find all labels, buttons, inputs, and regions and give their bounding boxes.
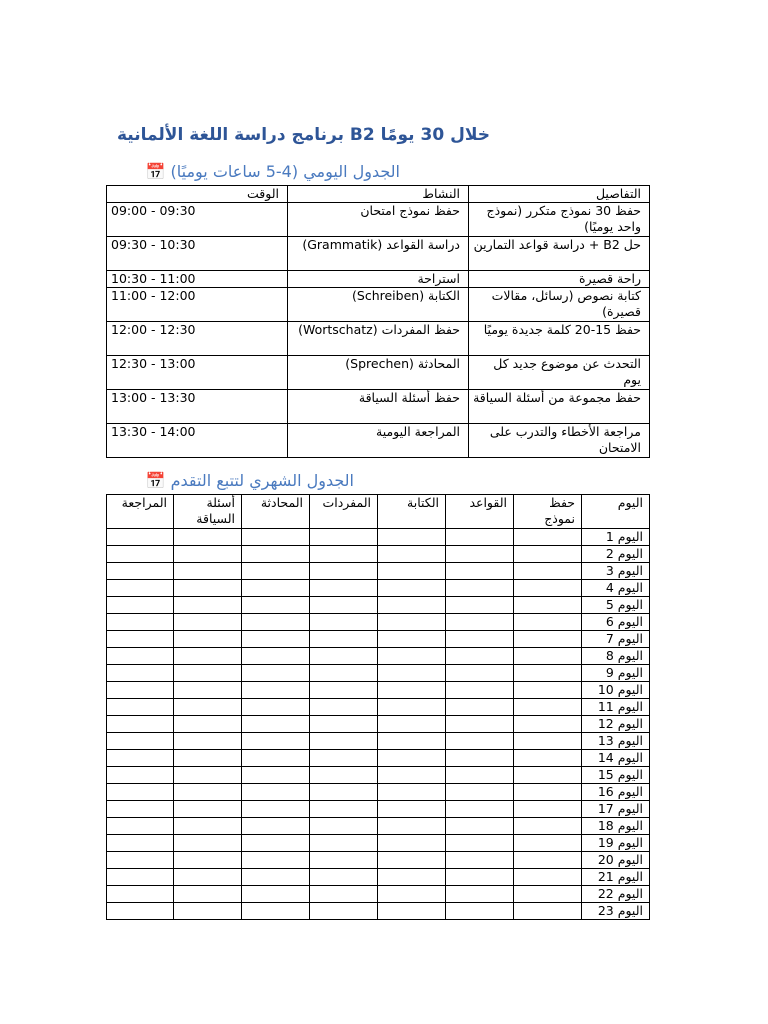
monthly-progress-cell[interactable] [107,563,174,580]
monthly-progress-cell[interactable] [514,546,582,563]
monthly-progress-cell[interactable] [174,648,242,665]
monthly-progress-cell[interactable] [378,546,446,563]
monthly-header-cell: أسئلة السياقة [174,495,242,529]
daily-cell-activity: حفظ أسئلة السياقة [288,390,469,424]
monthly-progress-cell[interactable] [107,869,174,886]
monthly-progress-cell[interactable] [378,818,446,835]
monthly-progress-cell[interactable] [310,546,378,563]
monthly-progress-cell[interactable] [514,869,582,886]
monthly-progress-cell[interactable] [310,784,378,801]
monthly-progress-cell[interactable] [107,903,174,920]
daily-table-row [107,288,650,322]
monthly-progress-cell[interactable] [446,818,514,835]
monthly-progress-cell[interactable] [310,801,378,818]
daily-cell-time: 11:00 - 12:00 [107,288,288,322]
monthly-progress-cell[interactable] [310,767,378,784]
monthly-progress-cell[interactable] [514,682,582,699]
monthly-progress-cell[interactable] [446,750,514,767]
monthly-progress-cell[interactable] [514,614,582,631]
monthly-progress-cell[interactable] [174,835,242,852]
monthly-progress-cell[interactable] [514,784,582,801]
monthly-progress-cell[interactable] [174,529,242,546]
monthly-progress-cell[interactable] [514,699,582,716]
monthly-day-label: اليوم 18 [582,818,650,835]
monthly-progress-cell[interactable] [378,750,446,767]
monthly-progress-cell[interactable] [107,886,174,903]
monthly-progress-cell[interactable] [446,886,514,903]
daily-table-row [107,237,650,271]
monthly-day-label: اليوم 10 [582,682,650,699]
daily-header-time: الوقت [107,186,288,203]
monthly-table-row [107,801,650,818]
monthly-progress-cell[interactable] [514,886,582,903]
monthly-progress-cell[interactable] [174,716,242,733]
daily-table-row [107,203,650,237]
monthly-table-row [107,631,650,648]
monthly-progress-cell[interactable] [107,580,174,597]
monthly-progress-cell[interactable] [242,801,310,818]
monthly-progress-cell[interactable] [310,665,378,682]
monthly-progress-cell[interactable] [446,682,514,699]
monthly-day-label: اليوم 1 [582,529,650,546]
monthly-progress-cell[interactable] [174,886,242,903]
monthly-day-label: اليوم 2 [582,546,650,563]
monthly-table-row [107,597,650,614]
monthly-progress-cell[interactable] [174,903,242,920]
monthly-progress-cell[interactable] [514,665,582,682]
monthly-progress-cell[interactable] [107,682,174,699]
daily-schedule-heading: الجدول اليومي (4-5 ساعات يوميًا) 📅 [145,162,400,181]
monthly-day-label: اليوم 7 [582,631,650,648]
monthly-progress-cell[interactable] [378,852,446,869]
monthly-tracker-heading: الجدول الشهري لتتبع التقدم 📅 [145,471,354,490]
daily-cell-activity: حفظ نموذج امتحان [288,203,469,237]
monthly-progress-cell[interactable] [242,631,310,648]
monthly-progress-cell[interactable] [107,699,174,716]
monthly-day-label: اليوم 9 [582,665,650,682]
monthly-progress-cell[interactable] [242,682,310,699]
monthly-progress-cell[interactable] [242,869,310,886]
monthly-progress-cell[interactable] [310,563,378,580]
monthly-progress-cell[interactable] [107,614,174,631]
monthly-table-row [107,767,650,784]
monthly-progress-cell[interactable] [174,801,242,818]
monthly-progress-cell[interactable] [446,699,514,716]
daily-cell-details: كتابة نصوص (رسائل، مقالات قصيرة) [469,288,650,322]
monthly-progress-cell[interactable] [107,733,174,750]
monthly-progress-cell[interactable] [174,852,242,869]
monthly-progress-cell[interactable] [514,529,582,546]
monthly-progress-cell[interactable] [514,852,582,869]
monthly-header-cell: الكتابة [378,495,446,529]
monthly-progress-cell[interactable] [242,614,310,631]
daily-cell-details: حل B2 + دراسة قواعد التمارين [469,237,650,271]
monthly-progress-cell[interactable] [310,631,378,648]
monthly-progress-cell[interactable] [310,733,378,750]
monthly-table-row [107,614,650,631]
monthly-day-label: اليوم 22 [582,886,650,903]
monthly-progress-cell[interactable] [514,750,582,767]
daily-header-activity: النشاط [288,186,469,203]
monthly-progress-cell[interactable] [107,784,174,801]
monthly-progress-cell[interactable] [107,597,174,614]
monthly-progress-cell[interactable] [378,733,446,750]
monthly-table-row [107,903,650,920]
monthly-progress-cell[interactable] [378,580,446,597]
daily-cell-time: 12:00 - 12:30 [107,322,288,356]
monthly-progress-cell[interactable] [107,750,174,767]
monthly-progress-cell[interactable] [242,546,310,563]
monthly-progress-cell[interactable] [378,614,446,631]
monthly-progress-cell[interactable] [514,716,582,733]
daily-cell-time: 09:00 - 09:30 [107,203,288,237]
monthly-progress-cell[interactable] [446,665,514,682]
monthly-progress-cell[interactable] [242,699,310,716]
monthly-day-label: اليوم 21 [582,869,650,886]
monthly-progress-cell[interactable] [446,563,514,580]
monthly-progress-cell[interactable] [446,869,514,886]
monthly-table-row [107,886,650,903]
daily-cell-details: حفظ 30 نموذج متكرر (نموذج واحد يوميًا) [469,203,650,237]
daily-cell-activity: استراحة [288,271,469,288]
document-title: خلال 30 يومًا B2 برنامج دراسة اللغة الألمانية [117,125,490,145]
monthly-day-label: اليوم 16 [582,784,650,801]
daily-table-row [107,271,650,288]
monthly-progress-cell[interactable] [107,818,174,835]
monthly-progress-cell[interactable] [378,563,446,580]
monthly-progress-cell[interactable] [378,597,446,614]
monthly-progress-cell[interactable] [242,733,310,750]
monthly-progress-cell[interactable] [174,665,242,682]
daily-cell-activity: المحادثة (Sprechen) [288,356,469,390]
monthly-progress-cell[interactable] [242,665,310,682]
daily-cell-activity: حفظ المفردات (Wortschatz) [288,322,469,356]
monthly-progress-cell[interactable] [310,699,378,716]
monthly-progress-cell[interactable] [514,580,582,597]
monthly-table-row [107,818,650,835]
monthly-progress-cell[interactable] [174,631,242,648]
monthly-progress-cell[interactable] [174,699,242,716]
monthly-progress-cell[interactable] [310,886,378,903]
monthly-progress-cell[interactable] [242,835,310,852]
monthly-day-label: اليوم 15 [582,767,650,784]
monthly-progress-cell[interactable] [174,818,242,835]
monthly-header-cell: المراجعة [107,495,174,529]
monthly-progress-cell[interactable] [174,546,242,563]
daily-cell-details: حفظ مجموعة من أسئلة السياقة [469,390,650,424]
monthly-progress-cell[interactable] [514,801,582,818]
monthly-progress-cell[interactable] [514,631,582,648]
monthly-progress-cell[interactable] [446,648,514,665]
monthly-progress-cell[interactable] [446,546,514,563]
monthly-progress-cell[interactable] [242,563,310,580]
monthly-progress-cell[interactable] [107,546,174,563]
monthly-progress-cell[interactable] [242,852,310,869]
monthly-progress-cell[interactable] [378,665,446,682]
monthly-progress-cell[interactable] [514,597,582,614]
monthly-table-row [107,733,650,750]
monthly-progress-cell[interactable] [378,767,446,784]
daily-cell-details: مراجعة الأخطاء والتدرب على الامتحان [469,424,650,458]
monthly-table-row [107,529,650,546]
daily-header-details: التفاصيل [469,186,650,203]
monthly-progress-cell[interactable] [378,835,446,852]
monthly-table-row [107,648,650,665]
monthly-day-label: اليوم 23 [582,903,650,920]
daily-cell-details: التحدث عن موضوع جديد كل يوم [469,356,650,390]
monthly-progress-cell[interactable] [310,597,378,614]
monthly-day-label: اليوم 11 [582,699,650,716]
daily-cell-time: 13:00 - 13:30 [107,390,288,424]
monthly-day-label: اليوم 12 [582,716,650,733]
daily-cell-time: 10:30 - 11:00 [107,271,288,288]
daily-schedule-table [106,185,650,458]
monthly-table-header-row [107,495,650,529]
monthly-progress-cell[interactable] [446,733,514,750]
monthly-progress-cell[interactable] [107,529,174,546]
monthly-day-label: اليوم 19 [582,835,650,852]
monthly-header-cell: المفردات [310,495,378,529]
monthly-progress-cell[interactable] [107,801,174,818]
monthly-progress-cell[interactable] [514,818,582,835]
monthly-progress-cell[interactable] [378,682,446,699]
monthly-progress-cell[interactable] [378,784,446,801]
monthly-progress-cell[interactable] [174,733,242,750]
daily-table-row [107,356,650,390]
monthly-progress-cell[interactable] [174,597,242,614]
monthly-progress-cell[interactable] [174,767,242,784]
monthly-progress-cell[interactable] [242,597,310,614]
monthly-day-label: اليوم 5 [582,597,650,614]
monthly-progress-cell[interactable] [446,631,514,648]
monthly-progress-cell[interactable] [378,529,446,546]
monthly-header-cell: اليوم [582,495,650,529]
daily-cell-details: راحة قصيرة [469,271,650,288]
monthly-progress-cell[interactable] [174,614,242,631]
monthly-progress-cell[interactable] [242,750,310,767]
daily-cell-details: حفظ 15-20 كلمة جديدة يوميًا [469,322,650,356]
monthly-progress-cell[interactable] [310,835,378,852]
daily-table-row [107,424,650,458]
monthly-progress-cell[interactable] [174,580,242,597]
monthly-header-cell: المحادثة [242,495,310,529]
monthly-progress-cell[interactable] [174,563,242,580]
monthly-progress-cell[interactable] [242,818,310,835]
monthly-progress-cell[interactable] [514,903,582,920]
monthly-progress-cell[interactable] [310,614,378,631]
monthly-table-row [107,682,650,699]
daily-cell-activity: الكتابة (Schreiben) [288,288,469,322]
monthly-progress-cell[interactable] [378,801,446,818]
daily-table-row [107,390,650,424]
monthly-table-row [107,546,650,563]
monthly-progress-cell[interactable] [174,869,242,886]
monthly-progress-cell[interactable] [310,869,378,886]
daily-cell-activity: دراسة القواعد (Grammatik) [288,237,469,271]
monthly-progress-cell[interactable] [174,750,242,767]
monthly-progress-cell[interactable] [107,852,174,869]
monthly-header-cell: حفظ نموذج [514,495,582,529]
monthly-progress-cell[interactable] [174,682,242,699]
monthly-progress-cell[interactable] [446,580,514,597]
monthly-progress-cell[interactable] [378,716,446,733]
monthly-progress-cell[interactable] [242,903,310,920]
monthly-progress-cell[interactable] [378,903,446,920]
daily-table-header-row [107,186,650,203]
monthly-progress-cell[interactable] [446,597,514,614]
monthly-progress-cell[interactable] [107,835,174,852]
monthly-progress-cell[interactable] [242,648,310,665]
monthly-progress-cell[interactable] [446,529,514,546]
monthly-day-label: اليوم 8 [582,648,650,665]
daily-cell-activity: المراجعة اليومية [288,424,469,458]
daily-cell-time: 13:30 - 14:00 [107,424,288,458]
monthly-table-row [107,784,650,801]
monthly-day-label: اليوم 20 [582,852,650,869]
monthly-progress-cell[interactable] [310,580,378,597]
monthly-progress-cell[interactable] [242,580,310,597]
monthly-progress-cell[interactable] [378,631,446,648]
monthly-progress-cell[interactable] [310,750,378,767]
monthly-progress-cell[interactable] [446,716,514,733]
monthly-table-row [107,716,650,733]
monthly-progress-cell[interactable] [310,716,378,733]
monthly-day-label: اليوم 17 [582,801,650,818]
monthly-progress-cell[interactable] [446,614,514,631]
monthly-progress-cell[interactable] [446,903,514,920]
monthly-progress-cell[interactable] [378,648,446,665]
monthly-progress-cell[interactable] [514,767,582,784]
monthly-progress-cell[interactable] [378,869,446,886]
monthly-header-cell: القواعد [446,495,514,529]
monthly-day-label: اليوم 14 [582,750,650,767]
monthly-progress-cell[interactable] [446,784,514,801]
monthly-progress-cell[interactable] [514,733,582,750]
monthly-progress-cell[interactable] [107,767,174,784]
monthly-progress-cell[interactable] [446,801,514,818]
monthly-progress-cell[interactable] [174,784,242,801]
monthly-table-row [107,750,650,767]
monthly-progress-cell[interactable] [514,648,582,665]
monthly-progress-cell[interactable] [242,767,310,784]
monthly-progress-cell[interactable] [242,784,310,801]
monthly-progress-cell[interactable] [310,648,378,665]
monthly-progress-cell[interactable] [514,835,582,852]
monthly-progress-cell[interactable] [242,529,310,546]
daily-cell-time: 12:30 - 13:00 [107,356,288,390]
monthly-table-row [107,563,650,580]
daily-table-row [107,322,650,356]
monthly-progress-cell[interactable] [446,852,514,869]
monthly-progress-cell[interactable] [242,716,310,733]
monthly-progress-cell[interactable] [310,682,378,699]
monthly-table-row [107,835,650,852]
monthly-progress-cell[interactable] [107,716,174,733]
monthly-progress-cell[interactable] [107,631,174,648]
monthly-table-row [107,699,650,716]
monthly-progress-cell[interactable] [446,767,514,784]
monthly-table-row [107,580,650,597]
monthly-day-label: اليوم 13 [582,733,650,750]
monthly-tracker-table [106,494,650,920]
monthly-progress-cell[interactable] [514,563,582,580]
monthly-table-row [107,869,650,886]
monthly-progress-cell[interactable] [378,699,446,716]
monthly-progress-cell[interactable] [446,835,514,852]
monthly-progress-cell[interactable] [310,529,378,546]
monthly-day-label: اليوم 4 [582,580,650,597]
monthly-progress-cell[interactable] [107,648,174,665]
monthly-progress-cell[interactable] [242,886,310,903]
monthly-progress-cell[interactable] [310,852,378,869]
monthly-day-label: اليوم 3 [582,563,650,580]
monthly-day-label: اليوم 6 [582,614,650,631]
monthly-progress-cell[interactable] [310,818,378,835]
monthly-progress-cell[interactable] [378,886,446,903]
monthly-progress-cell[interactable] [310,903,378,920]
daily-cell-time: 09:30 - 10:30 [107,237,288,271]
monthly-table-row [107,665,650,682]
monthly-progress-cell[interactable] [107,665,174,682]
monthly-table-row [107,852,650,869]
